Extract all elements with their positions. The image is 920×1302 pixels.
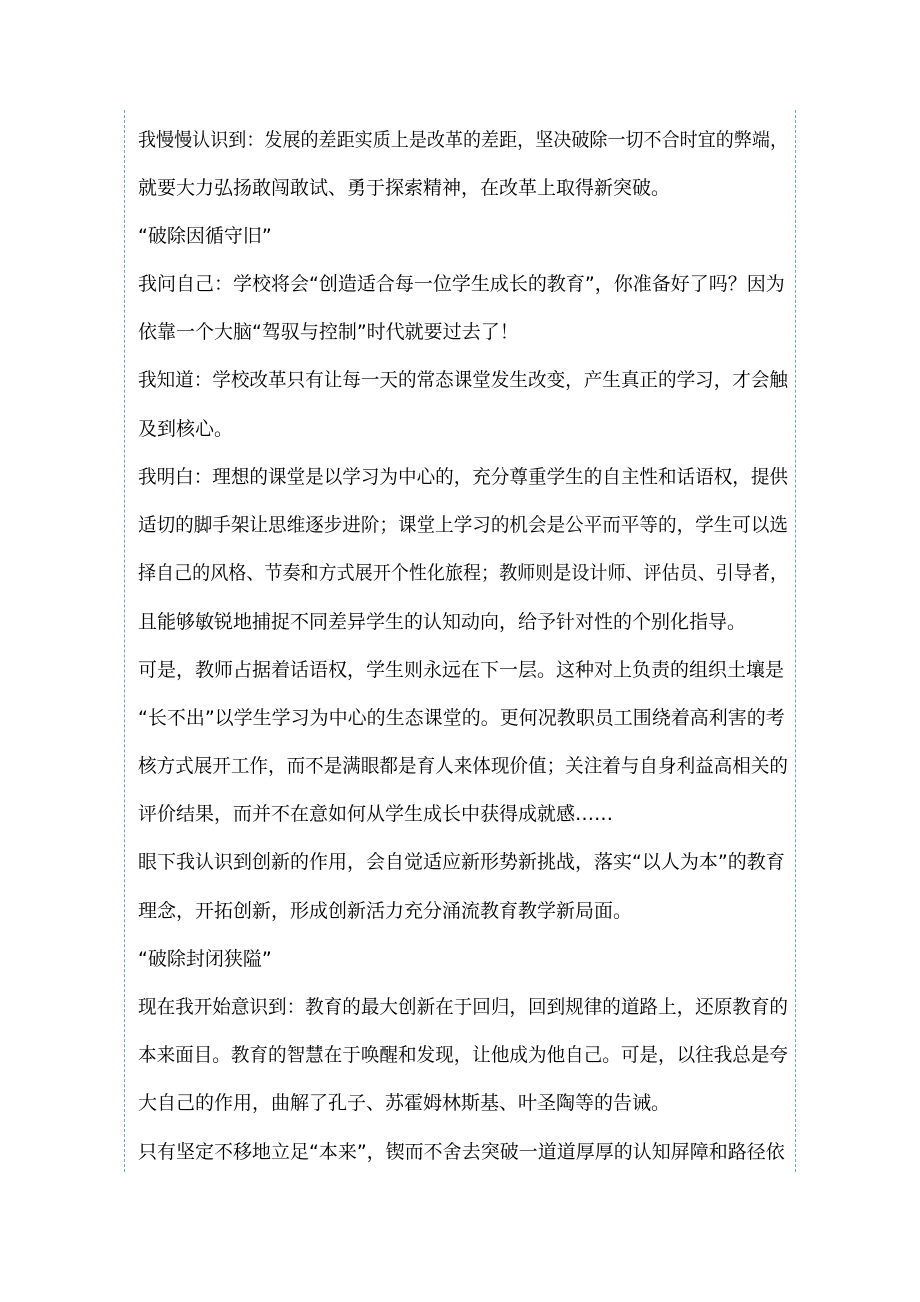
right-margin-rule — [795, 110, 796, 1172]
text-line: 评价结果，而并不在意如何从学生成长中获得成就感…… — [138, 803, 614, 825]
text-line: 现在我开始意识到：教育的最大创新在于回归，回到规律的道路上，还原教育的 — [138, 996, 789, 1018]
text-line: 我问自己：学校将会“创造适合每一位学生成长的教育”，你准备好了吗？因为 — [138, 273, 785, 295]
text-line: 适切的脚手架让思维逐步进阶；课堂上学习的机会是公平而平等的，学生可以选 — [138, 514, 789, 536]
text-line: “长不出”以学生学习为中心的生态课堂的。更何况教职员工围绕着高利害的考 — [138, 707, 785, 729]
text-line: 我知道：学校改革只有让每一天的常态课堂发生改变，产生真正的学习，才会触 — [138, 369, 789, 391]
text-line: 依靠一个大脑“驾驭与控制”时代就要过去了！ — [138, 321, 519, 343]
text-line: 大自己的作用，曲解了孔子、苏霍姆林斯基、叶圣陶等的告诫。 — [138, 1092, 671, 1114]
text-line: 就要大力弘扬敢闯敢试、勇于探索精神，在改革上取得新突破。 — [138, 177, 671, 199]
text-line: 眼下我认识到创新的作用，会自觉适应新形势新挑战，落实“以人为本”的教育 — [138, 851, 785, 873]
text-line: 且能够敏锐地捕捉不同差异学生的认知动向，给予针对性的个别化指导。 — [138, 611, 747, 633]
left-margin-rule — [124, 110, 125, 1172]
text-line: 可是，教师占据着话语权，学生则永远在下一层。这种对上负责的组织土壤是 — [138, 659, 785, 681]
section-heading: “破除因循守旧” — [138, 225, 272, 247]
text-line: 及到核心。 — [138, 418, 234, 440]
text-line: 我慢慢认识到：发展的差距实质上是改革的差距，坚决破除一切不合时宜的弊端， — [138, 129, 789, 151]
text-line: 只有坚定不移地立足“本来”，锲而不舍去突破一道道厚厚的认知屏障和路径依 — [138, 1141, 785, 1163]
text-line: 理念，开拓创新，形成创新活力充分涌流教育教学新局面。 — [138, 900, 633, 922]
text-line: 我明白：理想的课堂是以学习为中心的，充分尊重学生的自主性和话语权，提供 — [138, 466, 789, 488]
section-heading: “破除封闭狭隘” — [138, 948, 272, 970]
text-line: 核方式展开工作，而不是满眼都是育人来体现价值；关注着与自身利益高相关的 — [138, 755, 789, 777]
text-line: 本来面目。教育的智慧在于唤醒和发现，让他成为他自己。可是，以往我总是夸 — [138, 1044, 789, 1066]
text-line: 择自己的风格、节奏和方式展开个性化旅程；教师则是设计师、评估员、引导者， — [138, 562, 789, 584]
